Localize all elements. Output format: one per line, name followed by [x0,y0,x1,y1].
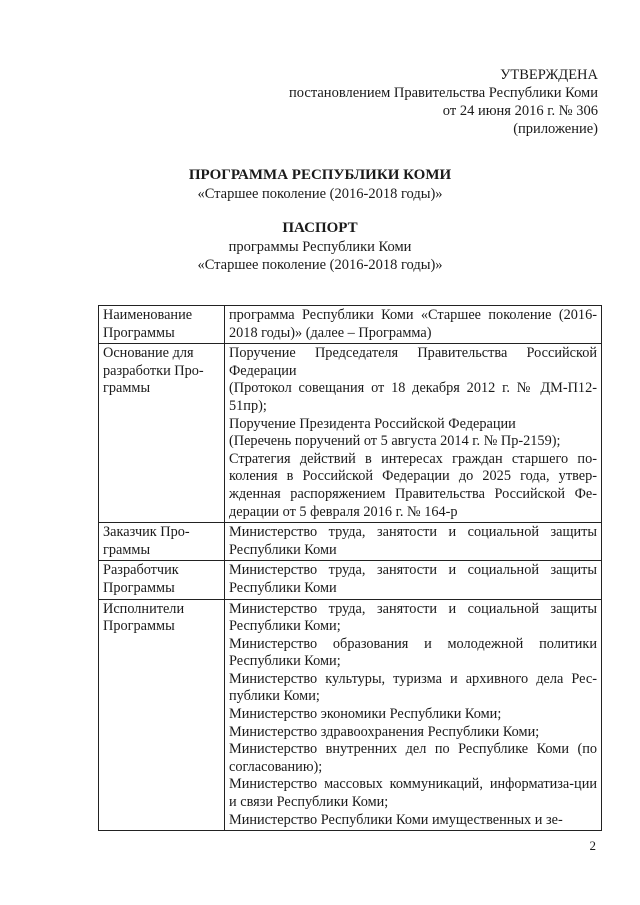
approval-stamp: УТВЕРЖДЕНА [500,67,598,83]
row-label-line: граммы [103,541,151,558]
program-subtitle: «Старшее поколение (2016-2018 годы)» [197,186,443,202]
row-value [225,599,602,831]
row-label-line: Программы [103,579,175,596]
row-value-paragraph: Стратегия действий в интересах граждан старшего по-коления в Российской Федерации до 2025 года, утвер-жденная распоряжением Правительства Российской Фе-дерации от 5 февраля 2016 г. № 164-р [229,450,597,520]
passport-title: ПАСПОРТ [282,220,358,236]
document-titles [0,166,640,274]
row-value [225,306,602,344]
row-value-paragraph: Министерство образования и молодежной политики Республики Коми; [229,635,597,670]
row-value [225,561,602,599]
table-row [99,344,602,523]
approval-block [289,66,598,138]
row-value-paragraph: Поручение Президента Российской Федерации [229,415,516,432]
row-label-line: граммы [103,380,151,397]
approval-date: от 24 июня 2016 г. № 306 [442,103,598,119]
row-value-paragraph: программа Республики Коми «Старшее поколение (2016-2018 годы)» (далее – Программа) [229,307,597,341]
row-value-paragraph: Министерство экономики Республики Коми; [229,706,502,723]
table-row [99,523,602,561]
row-label [99,306,225,344]
row-label [99,561,225,599]
row-value-paragraph: Министерство культуры, туризма и архивного дела Рес-публики Коми; [229,670,597,705]
row-label-line: разработки Про- [103,362,204,379]
approval-note: (приложение) [513,121,598,137]
row-label-line: Разработчик [103,562,179,579]
row-label [99,344,225,523]
row-value-paragraph: Министерство массовых коммуникаций, информатиза-ции и связи Республики Коми; [229,776,597,811]
row-value [225,344,602,523]
row-value-paragraph: Министерство труда, занятости и социальной защиты Республики Коми [229,562,597,596]
row-value-paragraph: Поручение Председателя Правительства Российской Федерации [229,345,597,379]
row-value-paragraph: Министерство труда, занятости и социальной защиты Республики Коми; [229,600,597,635]
table-row [99,561,602,599]
program-title: ПРОГРАММА РЕСПУБЛИКИ КОМИ [188,167,452,183]
row-value-paragraph: (Протокол совещания от 18 декабря 2012 г. № ДМ-П12-51пр); [229,380,597,414]
row-label [99,523,225,561]
row-label-line: Основание для [103,345,194,362]
passport-subtitle-1: программы Республики Коми [228,239,412,255]
row-label [99,599,225,831]
row-label-line: Наименование [103,307,193,323]
row-label-line: Программы [103,324,175,341]
table-row [99,599,602,831]
passport-table [98,305,602,831]
row-value-paragraph: Министерство Республики Коми имущественных и зе- [229,811,563,828]
row-value-paragraph: (Перечень поручений от 5 августа 2014 г. № Пр-2159); [229,433,561,450]
approval-decree: постановлением Правительства Республики Коми [289,85,598,101]
row-value-paragraph: Министерство труда, занятости и социальной защиты Республики Коми [229,524,597,558]
row-value [225,523,602,561]
row-value-paragraph: Министерство внутренних дел по Республике Коми (по согласованию); [229,741,597,775]
row-label-line: Программы [103,618,175,635]
page-number: 2 [589,838,596,853]
passport-subtitle-2: «Старшее поколение (2016-2018 годы)» [197,257,443,273]
row-label-line: Исполнители [103,600,185,617]
row-label-line: Заказчик Про- [103,524,190,541]
row-value-paragraph: Министерство здравоохранения Республики Коми; [229,723,540,740]
table-row [99,306,602,344]
